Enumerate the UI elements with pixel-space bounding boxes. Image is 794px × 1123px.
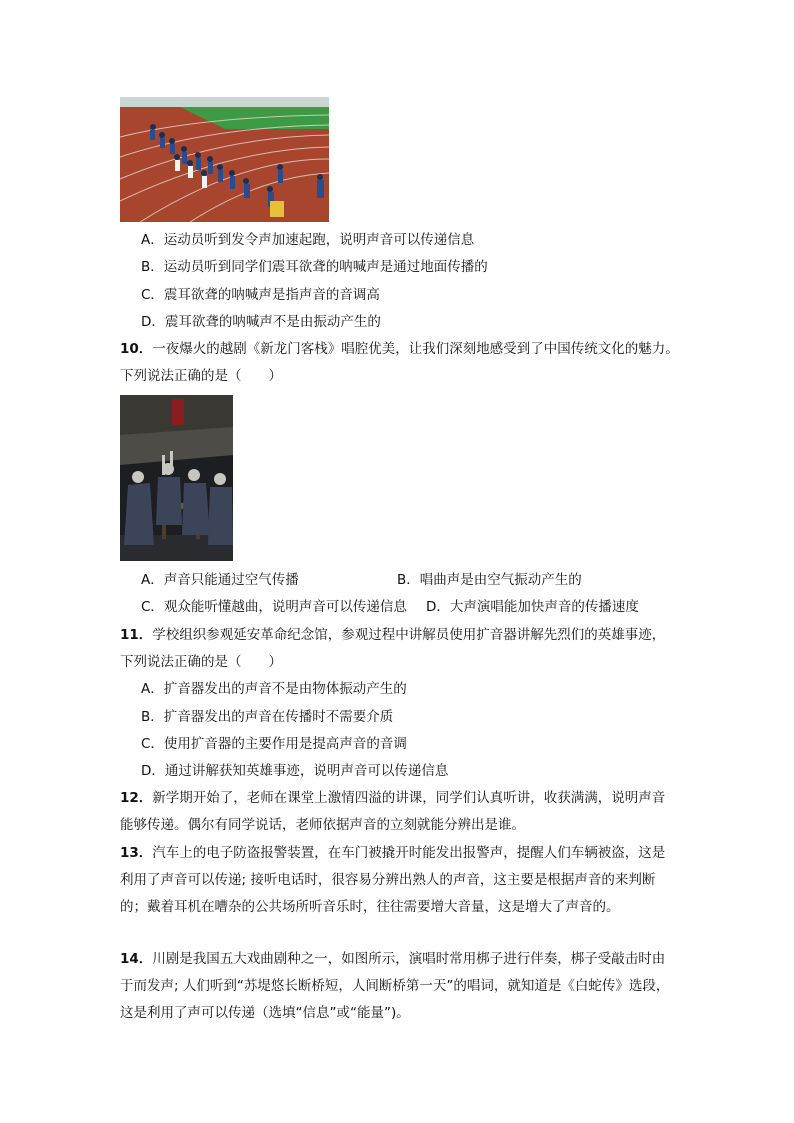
q14-text: 川剧是我国五大戏曲剧种之一，如图所示，演唱时常用梆子进行伴奏，梆子受敲击时由 — [152, 951, 666, 967]
q11-text: 学校组织参观延安革命纪念馆，参观过程中讲解员使用扩音器讲解先烈们的英雄事迹， — [152, 627, 666, 643]
q10-stem-line1 — [120, 339, 679, 359]
q12-line1 — [120, 788, 665, 808]
q13-line2: 利用了声音可以传递; 接听电话时，很容易分辨出熟人的声音，这主要是根据声音的来判断 — [120, 872, 656, 888]
q10-option-a: A．声音只能通过空气传播 — [141, 572, 299, 588]
q10-number: 10． — [120, 341, 153, 357]
q14-number: 14． — [120, 951, 153, 967]
q10-option-c: C．观众能听懂越曲，说明声音可以传递信息 — [141, 599, 407, 615]
q10-option-b: B．唱曲声是由空气振动产生的 — [397, 572, 582, 588]
q9-option-b: B．运动员听到同学们震耳欲聋的呐喊声是通过地面传播的 — [141, 259, 488, 275]
q10-option-d: D．大声演唱能加快声音的传播速度 — [426, 599, 639, 615]
q11-option-c: C．使用扩音器的主要作用是提高声音的音调 — [141, 736, 407, 752]
opera-stage-photo — [120, 395, 233, 561]
q14-line2: 于而发声; 人们听到“苏堤悠长断桥短，人间断桥第一天”的唱词，就知道是《白蛇传》选段， — [120, 978, 670, 994]
q13-number: 13． — [120, 845, 153, 861]
running-track-photo — [120, 97, 329, 222]
q14-line3: 这是利用了声可以传递（选填“信息”或“能量”)。 — [120, 1005, 410, 1021]
q13-line3: 的；戴着耳机在嘈杂的公共场所听音乐时，往往需要增大音量，这是增大了声音的。 — [120, 899, 620, 915]
q13-text: 汽车上的电子防盗报警装置，在车门被撬开时能发出报警声，提醒人们车辆被盗，这是 — [152, 845, 666, 861]
q12-number: 12． — [120, 790, 153, 806]
q12-text: 新学期开始了，老师在课堂上激情四溢的讲课，同学们认真听讲，收获满满，说明声音 — [152, 790, 666, 806]
q11-option-a: A．扩音器发出的声音不是由物体振动产生的 — [141, 681, 407, 697]
q12-line2: 能够传递。偶尔有同学说话，老师依据声音的立刻就能分辨出是谁。 — [120, 817, 525, 833]
q9-option-c: C．震耳欲聋的呐喊声是指声音的音调高 — [141, 287, 380, 303]
q11-option-b: B．扩音器发出的声音在传播时不需要介质 — [141, 709, 394, 725]
q11-stem-line1 — [120, 625, 665, 645]
q13-line1 — [120, 843, 665, 863]
q9-option-a: A．运动员听到发令声加速起跑，说明声音可以传递信息 — [141, 232, 475, 248]
q9-option-d: D．震耳欲聋的呐喊声不是由振动产生的 — [141, 314, 381, 330]
q11-stem-line2: 下列说法正确的是（ ） — [120, 654, 282, 670]
q10-text: 一夜爆火的越剧《新龙门客栈》唱腔优美，让我们深刻地感受到了中国传统文化的魅力。 — [152, 341, 679, 357]
q11-option-d: D．通过讲解获知英雄事迹，说明声音可以传递信息 — [141, 763, 449, 779]
q11-number: 11． — [120, 627, 153, 643]
q14-line1 — [120, 949, 665, 969]
q10-stem-line2: 下列说法正确的是（ ） — [120, 368, 282, 384]
